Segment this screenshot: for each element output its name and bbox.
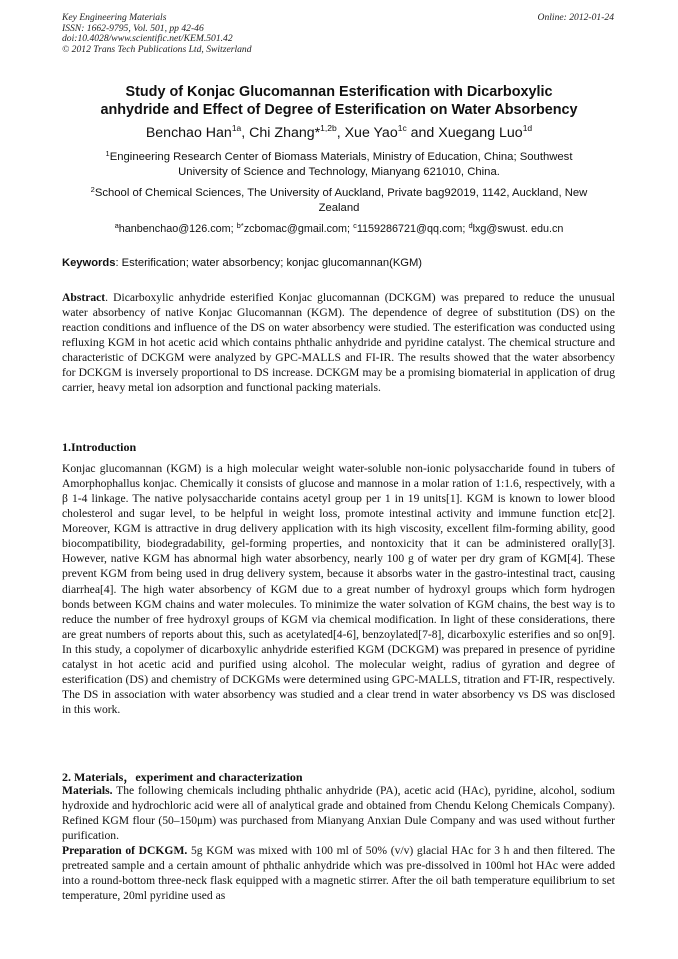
author-emails xyxy=(62,222,616,237)
title-line-1: Study of Konjac Glucomannan Esterification with Dicarboxylic xyxy=(125,84,553,100)
online-date: Online: 2012-01-24 xyxy=(537,12,614,23)
affiliation-1 xyxy=(62,150,616,179)
journal-copyright: © 2012 Trans Tech Publications Ltd, Switzerland xyxy=(62,43,252,55)
paper-title xyxy=(50,83,628,119)
author-sup: 1a xyxy=(231,123,242,133)
affiliation-sup: 2 xyxy=(90,185,95,194)
abstract-text: . Dicarboxylic anhydride esterified Konjac glucomannan (DCKGM) was prepared to reduce the unusual water absorbency of native Konjac Glucomannan (KGM). The dependence of degree of substitution (DS) on the reaction conditions and influence of the DS on water absorbency were studied. The esterification was conducted using refluxing KGM in hot acetic acid which contains phthalic anhydride and pyridine catalyst. The chemical structure and characteristic of DCKGM were analyzed by GPC-MALLS and FI-IR. The results showed that the water absorbency for DCKGM is inversely proportional to DS increase. DCKGM may be a promising biomaterial in application of drug carrier, heavy metal ion adsorption and functional packing materials. xyxy=(62,291,615,395)
author-name: Chi Zhang* xyxy=(249,125,321,141)
affiliation-sup: 1 xyxy=(105,149,110,158)
materials-body xyxy=(62,783,615,904)
author-sup: 1,2b xyxy=(320,123,337,133)
introduction-paragraph: Konjac glucomannan (KGM) is a high molecular weight water-soluble non-ionic polysaccharide found in tubers of Amorphophallus konjac. Chemically it consists of glucose and mannose in a molar ration of 1:1.6, respectively, with a β 1-4 linkage. The native polysaccharide contains acetyl group per 1 in 19 units[1]. KGM is known to lower blood cholesterol and sugar level, to be helpful in weight loss, promote intestinal activity and immune function etc[2]. Moreover, KGM is attractive in drug delivery application with its high viscosity, excellent film-forming ability, good biocompatibility, biodegradability, gel-forming properties, and nontoxicity that it can be administered orally[3]. However, native KGM has abnormal high water absorbency, nearly 100 g of water per dry gram of KGM[4]. These prevent KGM from being used in drug delivery system, because it absorbs water in the gastro-intestinal tract, causing diarrhea[4]. The high water absorbency of KGM due to a great number of hydroxyl groups which form hydrogen bonds between KGM chains and water molecules. To minimize the water solvation of KGM chains, the best way is to reduce the number of free hydroxyl groups of KGM via chemical modification. In light of these considerations, there are great numbers of reports about this, such as acetylated[4-6], benzoylated[7-8], dicarboxylic esterifies and so on[9]. In this study, a copolymer of dicarboxylic anhydride esterified KGM (DCKGM) was prepared in presence of pyridine catalyst in hot acetic acid and purified using alcohol. The molecular weight, radius of gyration and degree of esterification (DS) and chemistry of DCKGMs were determined using GPC-MALLS, titration and FT-IR, respectively. The DS in association with water absorbency was studied and a clear trend in water absorbency vs DS was disclosed in this work. xyxy=(62,462,615,716)
email: zcbomac@gmail.com; xyxy=(243,223,354,235)
email-sup: c xyxy=(353,221,357,230)
affiliation-2 xyxy=(62,186,616,215)
journal-header xyxy=(62,13,614,55)
author-sup: 1d xyxy=(522,123,533,133)
section-heading-materials: 2. Materials，experiment and characterization xyxy=(62,770,303,784)
preparation-text: 5g KGM was mixed with 100 ml of 50% (v/v) glacial HAc for 3 h and then filtered. The pretreated sample and a certain amount of phthalic anhydride which was pre-dissolved in 100ml hot HAc were added into a round-bottom three-neck flask equipped with a magnetic stirrer. After the oil bath temperature equilibrium to set temperature, 20ml pyridine used as xyxy=(62,844,616,903)
author-sup: 1c xyxy=(397,123,407,133)
preparation-label: Preparation of DCKGM. xyxy=(62,844,188,858)
email: lxg@swust. edu.cn xyxy=(472,223,564,235)
author-name: Xue Yao xyxy=(344,125,398,141)
email: 1159286721@qq.com; xyxy=(356,223,469,235)
author-and: and xyxy=(410,125,435,141)
keywords xyxy=(62,256,616,270)
affiliation-text: Engineering Research Center of Biomass Materials, Ministry of Education, China; Southwest xyxy=(109,151,573,163)
author-name: Xuegang Luo xyxy=(438,125,523,141)
journal-name: Key Engineering Materials xyxy=(62,12,167,23)
materials-label: Materials. xyxy=(62,784,113,797)
abstract xyxy=(62,290,615,395)
journal-doi: doi:10.4028/www.scientific.net/KEM.501.42 xyxy=(62,33,233,45)
email-sup: d xyxy=(468,221,473,230)
author-name: Benchao Han xyxy=(145,125,232,141)
introduction-body xyxy=(62,461,615,717)
section-heading-introduction: 1.Introduction xyxy=(62,440,137,454)
keywords-text: : Esterification; water absorbency; konjac glucomannan(KGM) xyxy=(115,257,423,269)
email-sup: a xyxy=(114,221,119,230)
affiliation-text: University of Science and Technology, Mianyang 621010, China. xyxy=(178,165,500,178)
affiliation-text: School of Chemical Sciences, The University of Auckland, Private bag92019, 1142, Auckland, New xyxy=(94,187,588,199)
abstract-label: Abstract xyxy=(62,291,106,304)
journal-issn: ISSN: 1662-9795, Vol. 501, pp 42-46 xyxy=(62,22,204,34)
keywords-label: Keywords xyxy=(62,257,116,269)
materials-text: The following chemicals including phthalic anhydride (PA), acetic acid (HAc), pyridine, alcohol, sodium hydroxide and hydrochloric acid were all of analytical grade and obtained from Chendu Kelong Chemicals Company). Refined KGM flour (50–150μm) was purchased from Mianyang Anxian Dule Company and was used without further purification. xyxy=(62,784,615,843)
email-sup: b* xyxy=(236,221,244,230)
title-line-2: anhydride and Effect of Degree of Esterification on Water Absorbency xyxy=(100,102,578,118)
email: hanbenchao@126.com; xyxy=(118,223,237,235)
affiliation-text: Zealand xyxy=(318,201,360,214)
author-list: Benchao Han$^{1a}$, Chi Zhang*$^{1,2b}$, Xue Yao$^{1c}$ and Xuegang Luo$^{1d}$ xyxy=(145,123,533,141)
